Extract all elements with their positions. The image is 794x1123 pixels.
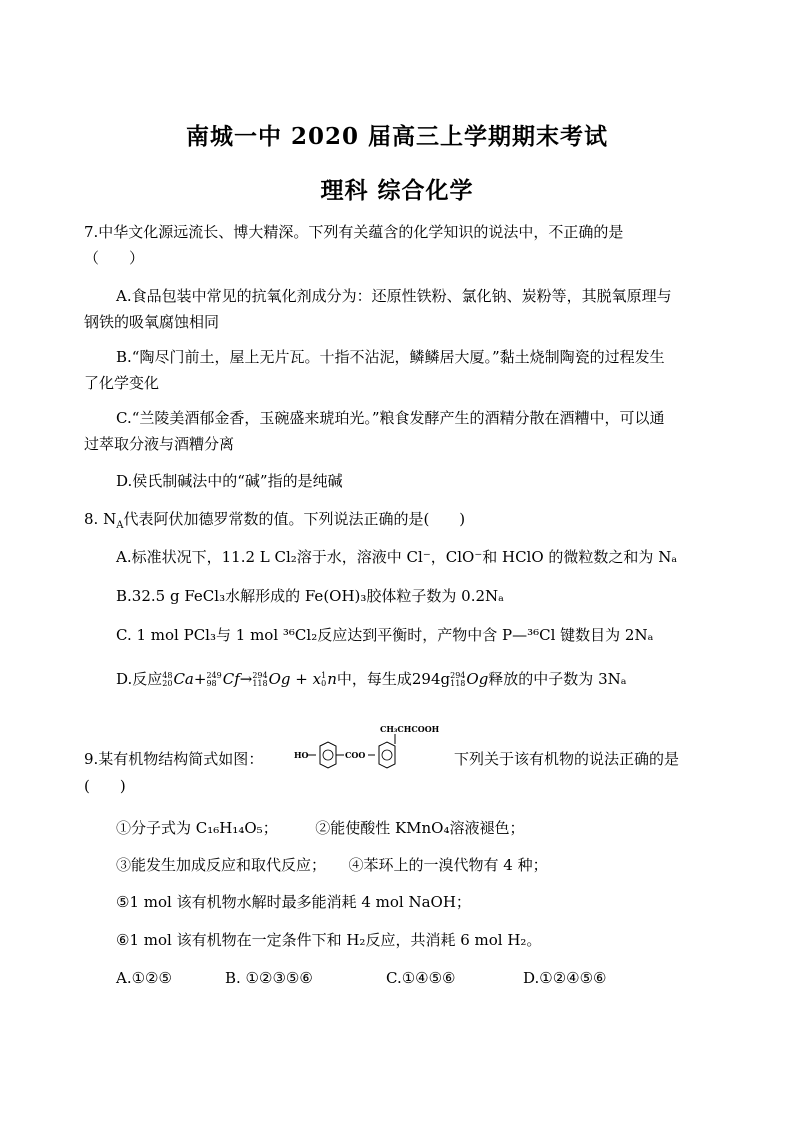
q8-option-a: A.标准状况下，11.2 L Cl₂溶于水，溶液中 Cl⁻，ClO⁻和 HClO 的微粒数之和为 Nₐ <box>116 548 678 566</box>
exam-subtitle: 理科 综合化学 <box>320 177 474 204</box>
q8-d-mid: 中，每生成294g <box>336 670 451 688</box>
q9-option-b: B. ①②③⑤⑥ <box>225 969 313 987</box>
benzene-ring-2 <box>379 742 395 768</box>
q7-option-c-line1: C.“兰陵美酒郁金香，玉碗盛来琥珀光。”粮食发酵产生的酒精分散在酒糟中，可以通 <box>116 409 665 427</box>
q9-paren: ( ) <box>84 777 126 795</box>
exam-title: 南城一中 2020 届高三上学期期末考试 <box>185 123 609 150</box>
struct-side-chain: CH₃CHCOOH <box>380 724 440 734</box>
q8-option-c: C. 1 mol PCl₃与 1 mol ³⁶Cl₂反应达到平衡时，产物中含 P—³⁶Cl 键数目为 2Nₐ <box>116 626 654 644</box>
q8-option-d: D.反应 48 20 Ca+ 249 98 Cf→ 294 118 Og + x 1 0 n中，每生成294g 294 118 Og释放的中子数为 3Nₐ <box>116 670 627 688</box>
benzene-ring-1 <box>320 742 336 768</box>
q8-stem-pre: 8. N <box>84 510 117 528</box>
q9-stem-pre: 9.某有机物结构简式如图： <box>84 750 264 768</box>
q9-statement-1-2: ①分子式为 C₁₆H₁₄O₅； ②能使酸性 KMnO₄溶液褪色； <box>116 819 525 837</box>
q8-d-post: 释放的中子数为 3Nₐ <box>488 670 627 688</box>
struct-ho: HO <box>294 750 309 760</box>
nuclear-equation: 48 20 Ca+ 249 98 Cf→ 294 118 Og + x 1 0 n <box>162 670 337 688</box>
q7-option-b-line2: 了化学变化 <box>84 374 160 392</box>
q8-stem <box>84 505 465 533</box>
q7-option-a-line2: 钢铁的吸氧腐蚀相同 <box>84 313 220 331</box>
q9-option-d: D.①②④⑤⑥ <box>523 969 607 987</box>
q9-stem-post: 下列关于该有机物的说法正确的是 <box>454 750 680 768</box>
structural-formula <box>292 722 440 778</box>
q7-stem: 7.中华文化源远流长、博大精深。下列有关蕴含的化学知识的说法中，不正确的是 <box>84 223 624 241</box>
q8-stem-sub: A <box>116 520 124 531</box>
q9-statement-5: ⑤1 mol 该有机物水解时最多能消耗 4 mol NaOH； <box>116 893 471 911</box>
q7-paren: （ ） <box>84 249 145 267</box>
q8-stem-post: 代表阿伏加德罗常数的值。下列说法正确的是( ) <box>123 510 466 528</box>
struct-ester: COO <box>345 750 366 760</box>
q9-option-a: A.①②⑤ <box>116 969 172 987</box>
q9-statement-6: ⑥1 mol 该有机物在一定条件下和 H₂反应，共消耗 6 mol H₂。 <box>116 931 542 949</box>
q7-option-b-line1: B.“陶尽门前土，屋上无片瓦。十指不沾泥，鳞鳞居大厦。”黏土烧制陶瓷的过程发生 <box>116 348 665 366</box>
q7-option-c-line2: 过萃取分液与酒糟分离 <box>84 435 235 453</box>
q8-d-pre: D.反应 <box>116 670 163 688</box>
q8-option-b: B.32.5 g FeCl₃水解形成的 Fe(OH)₃胶体粒子数为 0.2Nₐ <box>116 587 504 605</box>
q7-option-a-line1: A.食品包装中常见的抗氧化剂成分为：还原性铁粉、氯化钠、炭粉等，其脱氧原理与 <box>116 287 672 305</box>
q9-statement-3-4: ③能发生加成反应和取代反应； ④苯环上的一溴代物有 4 种； <box>116 856 548 874</box>
q9-option-c: C.①④⑤⑥ <box>386 969 456 987</box>
q7-option-d: D.侯氏制碱法中的“碱”指的是纯碱 <box>116 472 343 490</box>
